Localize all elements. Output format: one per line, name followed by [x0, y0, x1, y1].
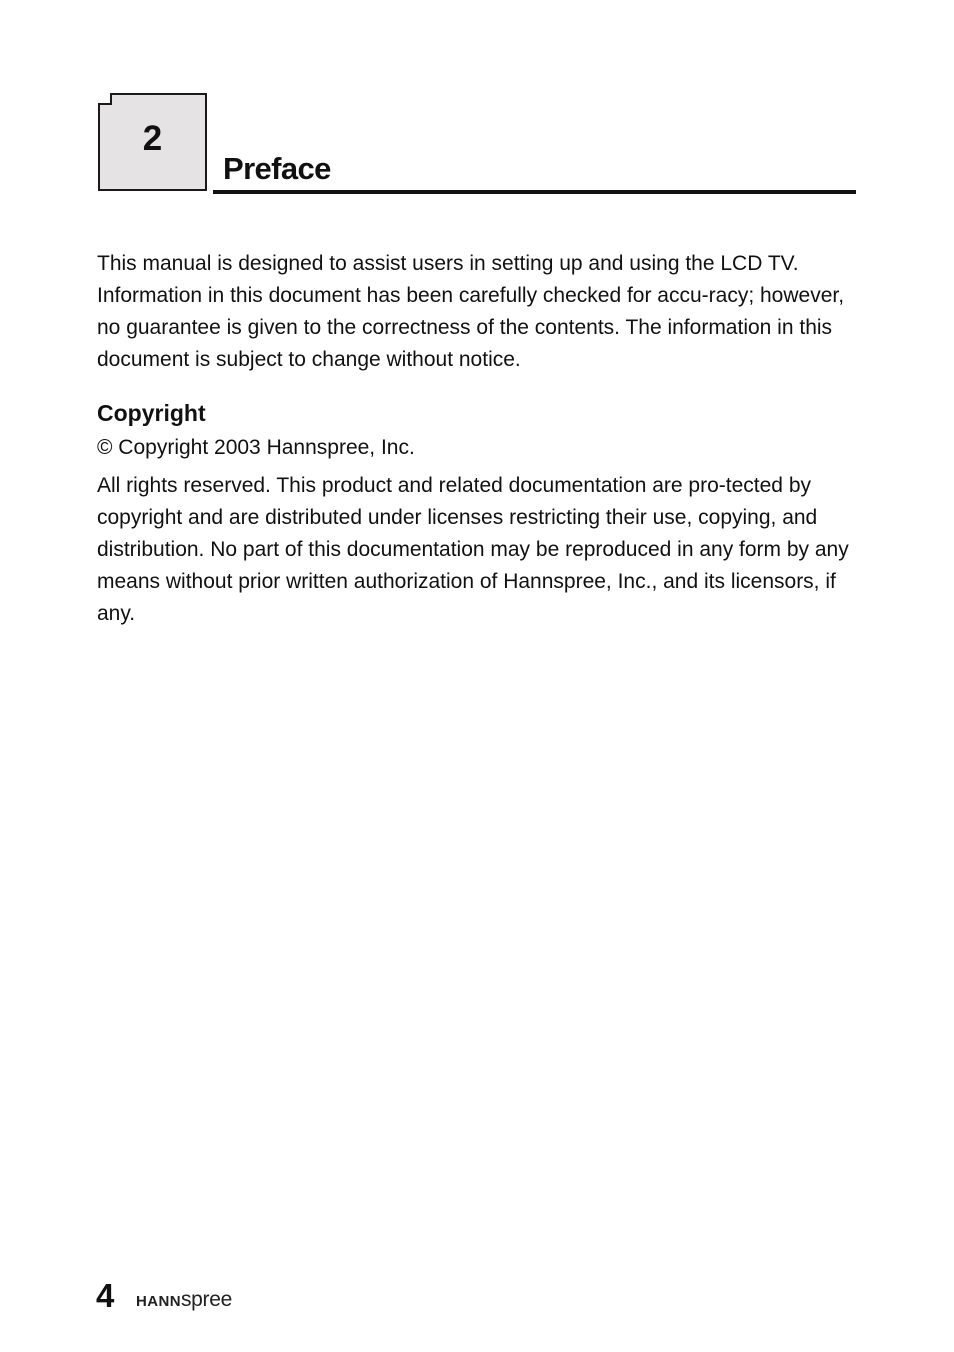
intro-paragraph: This manual is designed to assist users in setting up and using the LCD TV. Information in this document has been carefully checked for accu-racy; however, no guarantee is given to the correctness of the contents. The information in this document is subject to change without notice.: [97, 252, 845, 371]
brand-logo: [136, 1285, 232, 1317]
page-number: 4: [96, 1277, 115, 1314]
copyright-notice: © Copyright 2003 Hannspree, Inc.: [97, 436, 415, 459]
brand-logo-bold: HANN: [136, 1293, 181, 1310]
chapter-number: 2: [142, 119, 163, 158]
chapter-box-tab: [98, 93, 112, 105]
copyright-heading: Copyright: [97, 400, 206, 426]
chapter-number-box: [98, 93, 207, 191]
rights-paragraph: All rights reserved. This product and related documentation are pro-tected by copyright and are distributed under licenses restricting their use, copying, and distribution. No part of this documentation may be reproduced in any form by any means without prior written authorization of Hannspree, Inc., and its licensors, if any.: [97, 474, 849, 625]
document-body: [97, 248, 859, 630]
page-title: Preface: [223, 151, 331, 186]
page-title-rule: [213, 150, 856, 194]
brand-logo-light: spree: [180, 1288, 232, 1311]
